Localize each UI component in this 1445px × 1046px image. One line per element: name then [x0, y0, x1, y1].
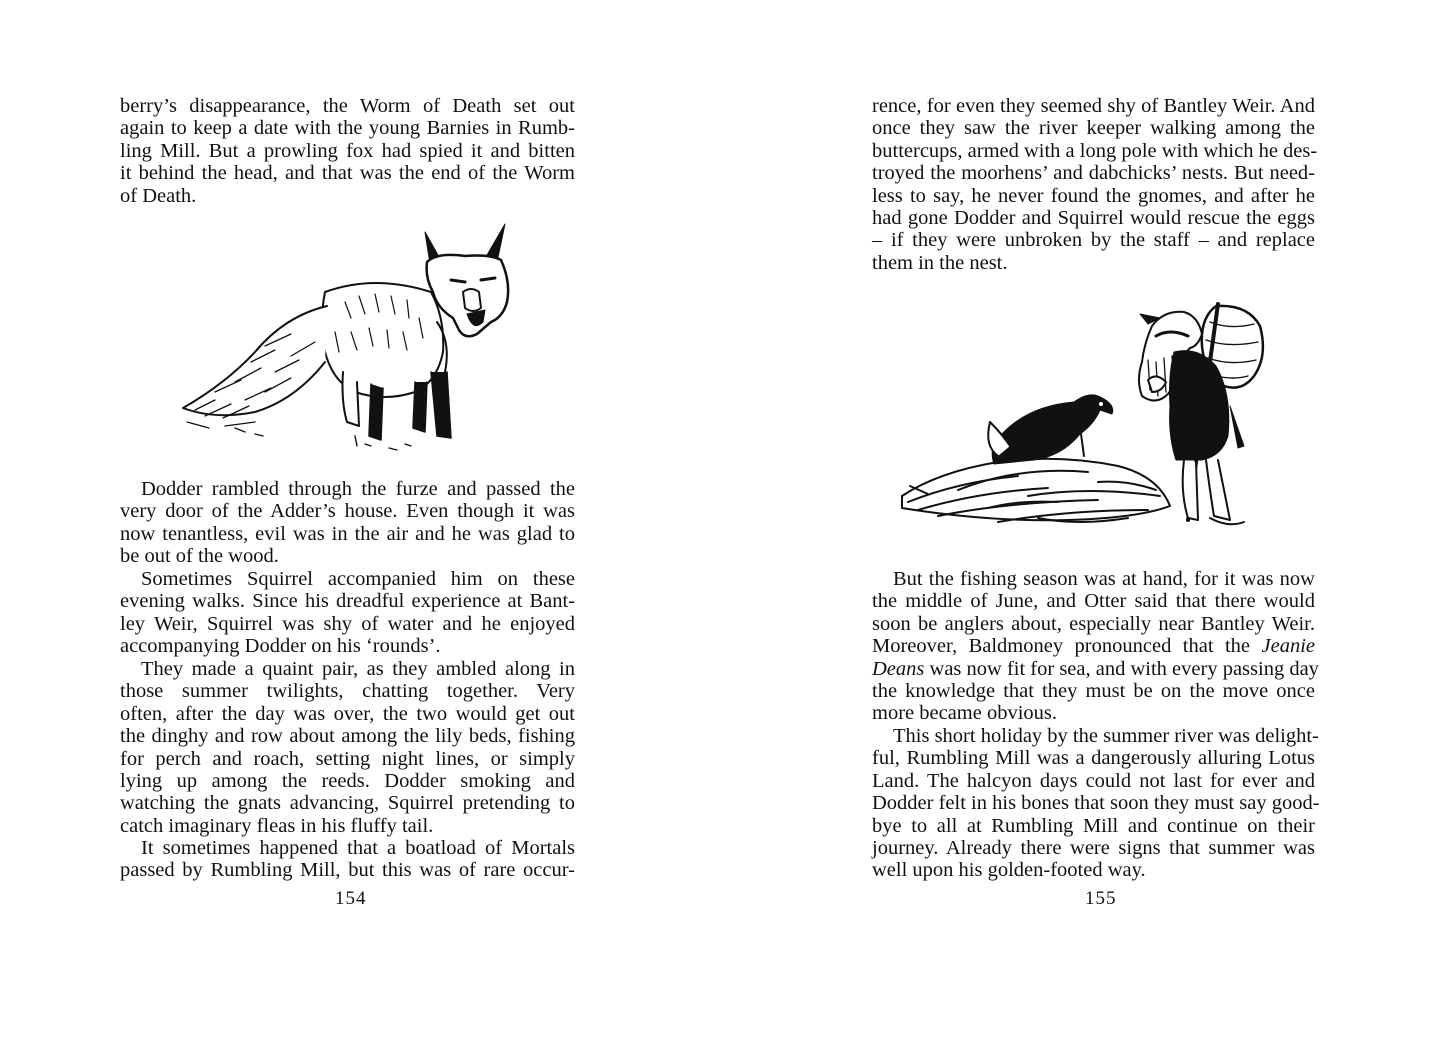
- text-line: Dodder felt in his bones that soon they must say good-: [872, 792, 1320, 815]
- left-paragraph-2: [120, 478, 575, 568]
- text-line: once they saw the river keeper walking among the: [872, 117, 1315, 140]
- italic-title: Deans: [872, 657, 925, 680]
- text-line: the knowledge that they must be on the move once: [872, 680, 1315, 703]
- text-line: be out of the wood.: [120, 545, 279, 568]
- text-line: now tenantless, evil was in the air and he was glad to: [120, 522, 575, 545]
- text-line: buttercups, armed with a long pole with which he des-: [872, 139, 1318, 162]
- text-line: soon be anglers about, especially near Bantley Weir.: [872, 612, 1315, 635]
- left-paragraph-4: [120, 658, 575, 837]
- text-line: [872, 635, 1315, 657]
- left-page: [120, 0, 575, 1046]
- text-line: for perch and roach, setting night lines, or simply: [120, 747, 575, 770]
- text-line: bye to all at Rumbling Mill and continue on their: [872, 814, 1315, 837]
- right-paragraph-3: [872, 725, 1320, 882]
- text-line: ley Weir, Squirrel was shy of water and he enjoyed: [120, 612, 575, 635]
- text-line: Land. The halcyon days could not last for ever and: [872, 769, 1315, 792]
- text-line: ful, Rumbling Mill was a dangerously alluring Lotus: [872, 747, 1315, 770]
- text-line: [872, 657, 1319, 680]
- text-line: accompanying Dodder on his ‘rounds’.: [120, 635, 441, 658]
- text-line: lying up among the reeds. Dodder smoking and: [120, 770, 575, 793]
- text-line: them in the nest.: [872, 251, 1008, 274]
- text-line: it behind the head, and that was the end of the Worm: [120, 162, 575, 185]
- text-line: Sometimes Squirrel accompanied him on these: [141, 568, 575, 590]
- page-number: 154: [335, 888, 367, 909]
- gnome-and-bird-illustration: [898, 296, 1278, 536]
- text-line: evening walks. Since his dreadful experience at Bant-: [120, 590, 575, 613]
- left-paragraph-5: [120, 837, 575, 882]
- right-paragraph-1: [872, 95, 1318, 274]
- text-line: – if they were unbroken by the staff – and replace: [872, 229, 1315, 252]
- right-paragraph-2: [872, 568, 1319, 725]
- text-line: ling Mill. But a prowling fox had spied it and bitten: [120, 139, 575, 162]
- text-line: Dodder rambled through the furze and passed the: [141, 478, 575, 500]
- text-line: had gone Dodder and Squirrel would rescue the eggs: [872, 207, 1315, 230]
- text-line: This short holiday by the summer river was delight-: [893, 725, 1319, 747]
- left-paragraph-1: [120, 95, 575, 207]
- text-line: more became obvious.: [872, 702, 1058, 725]
- text-line: the dinghy and row about among the lily beds, fishing: [120, 725, 575, 748]
- text-line: berry’s disappearance, the Worm of Death set out: [120, 95, 575, 117]
- text-line: It sometimes happened that a boatload of Mortals: [141, 837, 575, 859]
- text-segment: was now fit for sea, and with every passing day: [924, 657, 1319, 680]
- text-line: rence, for even they seemed shy of Bantley Weir. And: [872, 95, 1315, 117]
- left-paragraph-3: [120, 568, 575, 658]
- text-line: catch imaginary fleas in his fluffy tail.: [120, 814, 434, 837]
- text-segment: Moreover, Baldmoney pronounced that the: [872, 635, 1262, 658]
- text-line: those summer twilights, chatting together. Very: [120, 680, 575, 703]
- italic-title: Jeanie: [1261, 635, 1315, 658]
- text-line: But the fishing season was at hand, for it was now: [893, 568, 1315, 590]
- text-line: journey. Already there were signs that summer was: [872, 837, 1315, 860]
- fox-illustration: [175, 222, 515, 457]
- text-line: again to keep a date with the young Barnies in Rumb-: [120, 117, 575, 140]
- text-line: very door of the Adder’s house. Even though it was: [120, 500, 575, 523]
- text-line: passed by Rumbling Mill, but this was of rare occur-: [120, 859, 575, 882]
- text-line: troyed the moorhens’ and dabchicks’ nests. But need-: [872, 162, 1315, 185]
- text-line: They made a quaint pair, as they ambled along in: [141, 658, 575, 680]
- text-line: the middle of June, and Otter said that there would: [872, 590, 1315, 613]
- text-line: often, after the day was over, the two would get out: [120, 702, 575, 725]
- text-line: well upon his golden-footed way.: [872, 859, 1146, 882]
- text-line: watching the gnats advancing, Squirrel pretending to: [120, 792, 575, 815]
- text-line: of Death.: [120, 184, 197, 207]
- page-number: 155: [1085, 888, 1117, 909]
- text-line: less to say, he never found the gnomes, and after he: [872, 184, 1315, 207]
